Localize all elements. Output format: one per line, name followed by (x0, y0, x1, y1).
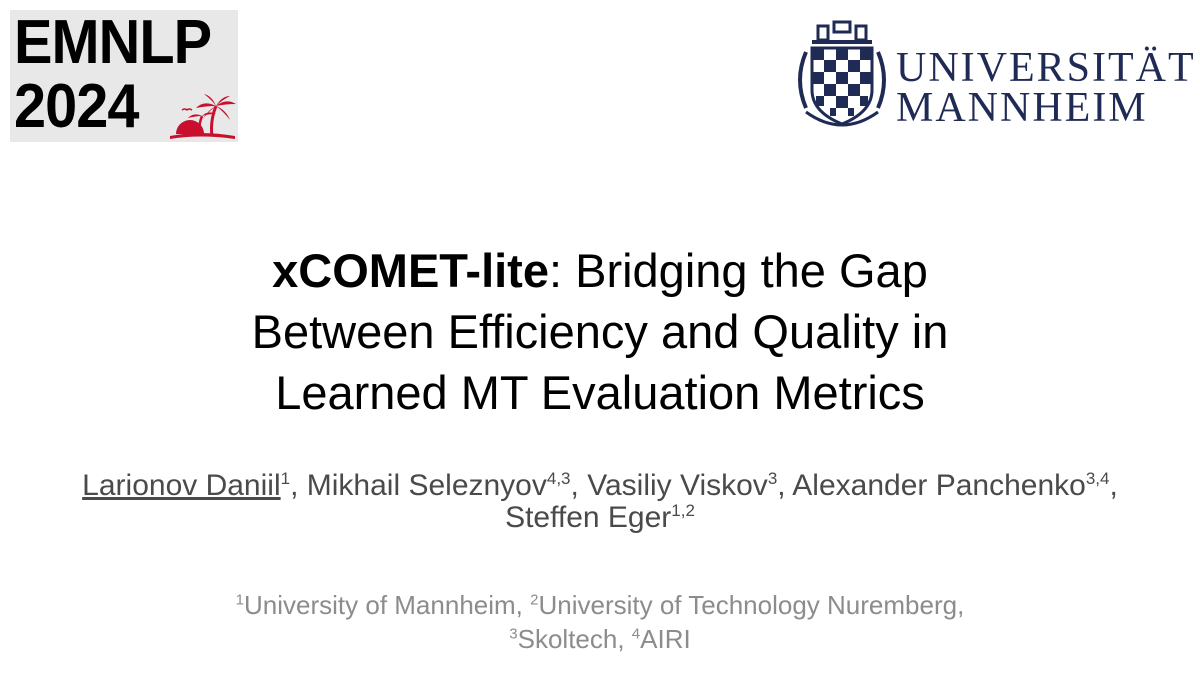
palm-island-icon (160, 86, 238, 142)
author-separator: , (290, 469, 307, 502)
title-line-3: Learned MT Evaluation Metrics (275, 366, 925, 419)
author-name: Steffen Eger (505, 501, 672, 534)
author-name: Alexander Panchenko (792, 469, 1086, 502)
title-line-1-rest: : Bridging the Gap (548, 244, 928, 297)
author-affiliation: 3,4 (1085, 469, 1110, 488)
author-name: Vasiliy Viskov (587, 469, 768, 502)
university-crest-icon (792, 20, 892, 130)
university-name-line2: MANNHEIM (896, 85, 1148, 131)
affiliation-separator: , (957, 590, 965, 620)
author-list (60, 470, 1140, 534)
affiliation-separator: , (515, 590, 531, 620)
affiliation-name: University of Mannheim (244, 590, 516, 620)
affiliation-separator: , (617, 624, 632, 654)
affiliation-name: University of Technology Nuremberg (538, 590, 958, 620)
affiliation-number: 3 (509, 625, 518, 643)
emnlp-logo-text: EMNLP (14, 10, 212, 77)
emnlp-2024-logo (10, 10, 238, 142)
title-line-1 (60, 240, 1140, 301)
affiliation-number: 1 (235, 591, 245, 609)
affiliation-number: 4 (631, 625, 641, 643)
affiliation-line-2 (60, 622, 1140, 656)
author-name: Mikhail Seleznyov (306, 469, 547, 502)
university-name (896, 45, 1196, 131)
title-line-2: Between Efficiency and Quality in (251, 305, 949, 358)
university-mannheim-logo (792, 20, 1196, 131)
emnlp-logo-year: 2024 (14, 72, 139, 141)
affiliation-line-1 (60, 588, 1140, 622)
author-separator: , (570, 469, 588, 502)
author-separator: , (1109, 469, 1118, 502)
paper-title (60, 240, 1140, 423)
author-affiliation: 4,3 (546, 469, 571, 488)
author-separator: , (777, 469, 793, 502)
author-name: Larionov Daniil (82, 469, 281, 502)
affiliation-name: AIRI (640, 624, 691, 654)
title-model-name: xCOMET-lite (272, 244, 549, 297)
affiliation-list (60, 588, 1140, 656)
author-affiliation: 3 (767, 469, 778, 488)
author-affiliation: 1 (280, 469, 291, 488)
affiliation-name: Skoltech (517, 624, 618, 654)
author-affiliation: 1,2 (671, 501, 695, 520)
affiliation-number: 2 (530, 591, 539, 609)
university-name-line1: UNIVERSITÄT (896, 45, 1196, 91)
